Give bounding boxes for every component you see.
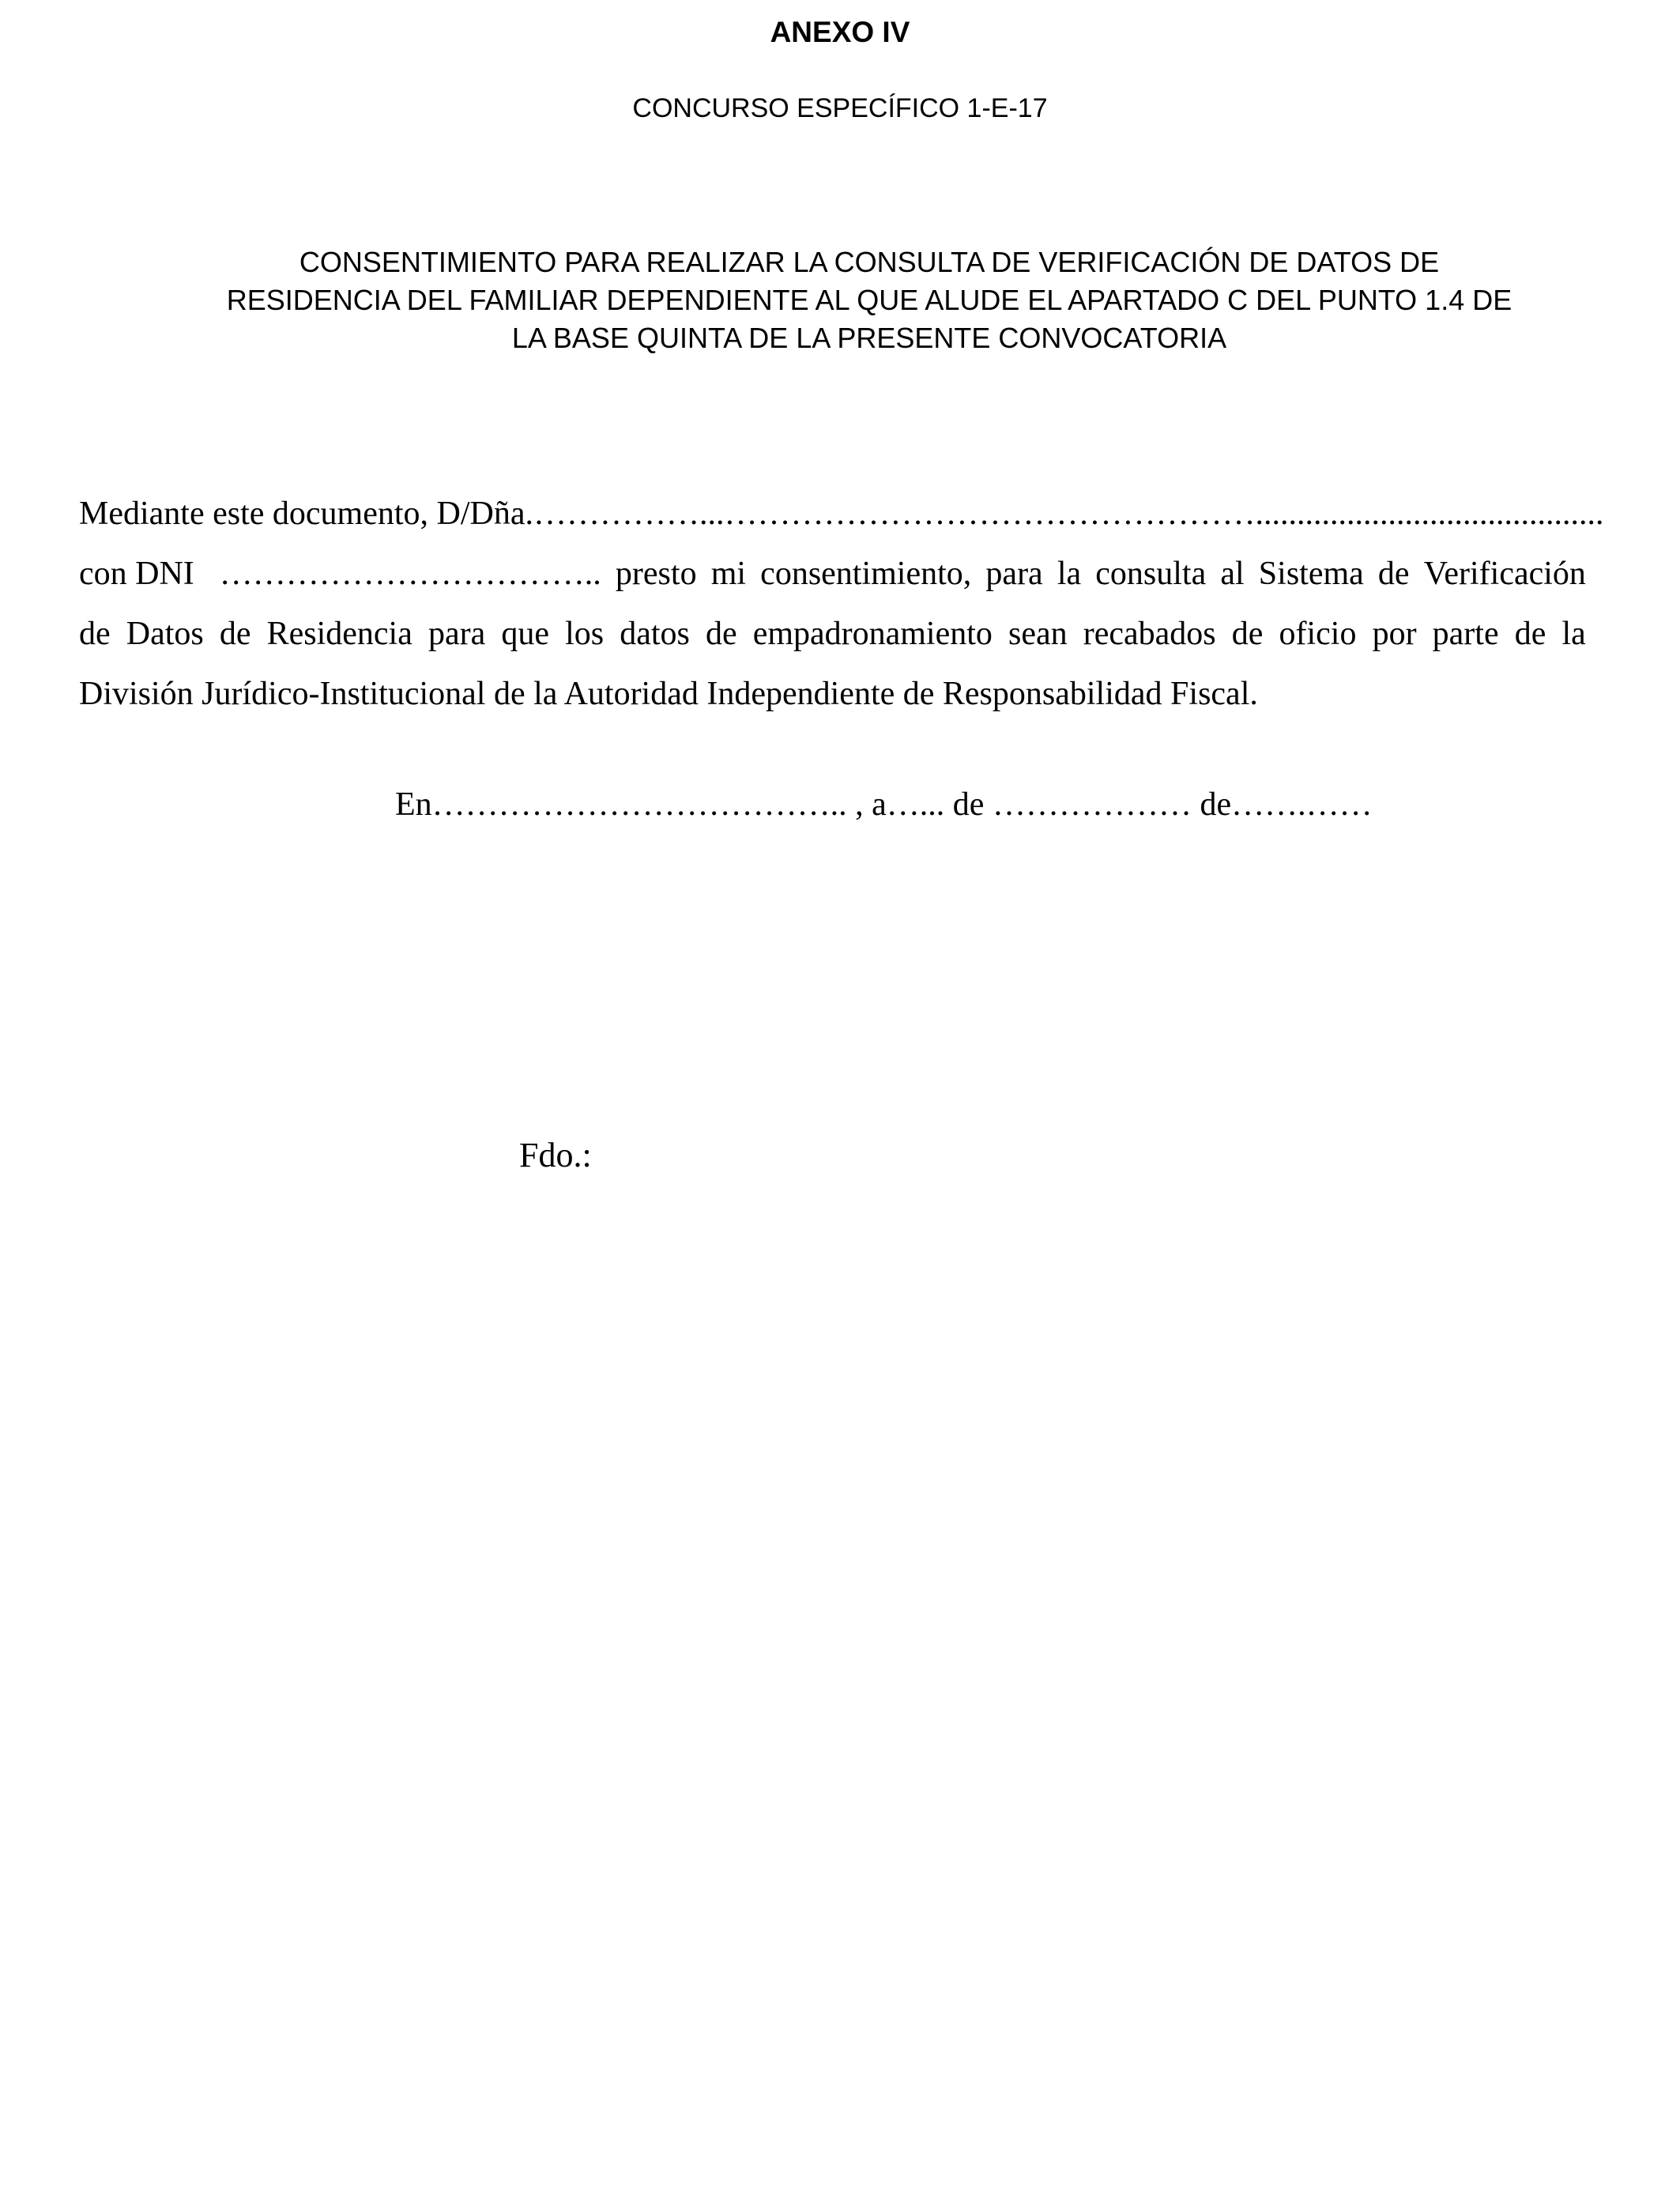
- heading-line-2: RESIDENCIA DEL FAMILIAR DEPENDIENTE AL QUE ALUDE EL APARTADO C DEL PUNTO 1.4 DE: [226, 284, 1512, 316]
- dni-rest: [220, 544, 1586, 604]
- consent-heading: [142, 243, 1596, 357]
- body-word: consentimiento,: [760, 556, 972, 592]
- dni-line: [79, 544, 1586, 604]
- residence-line: [79, 604, 1586, 664]
- body-word: Datos: [126, 616, 204, 652]
- annex-title: ANEXO IV: [770, 16, 910, 48]
- contest-code: CONCURSO ESPECÍFICO 1-E-17: [632, 93, 1048, 123]
- body-word: Residencia: [266, 616, 412, 652]
- body-word: mi: [710, 556, 747, 592]
- name-line: Mediante este documento, D/Dña.……………...…………………………………………..........................................: [79, 496, 1604, 532]
- body-word: datos: [620, 616, 690, 652]
- body-word: empadronamiento: [752, 616, 993, 652]
- consent-body: [79, 484, 1604, 724]
- body-word: Verificación: [1423, 556, 1586, 592]
- body-word: presto: [615, 556, 697, 592]
- body-word: los: [565, 616, 605, 652]
- place-date-line: En……………………………….. , a…... de ……………… de…….……: [395, 786, 1373, 823]
- heading-line-1: CONSENTIMIENTO PARA REALIZAR LA CONSULTA DE VERIFICACIÓN DE DATOS DE: [299, 246, 1440, 278]
- body-word: que: [501, 616, 549, 652]
- body-word: de: [705, 616, 737, 652]
- body-word: de: [1377, 556, 1410, 592]
- body-word: Sistema: [1258, 556, 1364, 592]
- body-word: la: [1561, 616, 1586, 652]
- body-word: oficio: [1279, 616, 1357, 652]
- body-word: para: [428, 616, 486, 652]
- body-word: por: [1372, 616, 1417, 652]
- heading-line-3: LA BASE QUINTA DE LA PRESENTE CONVOCATORIA: [511, 322, 1227, 354]
- body-word: de: [1231, 616, 1264, 652]
- body-word: recabados: [1083, 616, 1216, 652]
- body-word: de: [1514, 616, 1546, 652]
- body-word: para: [985, 556, 1043, 592]
- body-word: consulta: [1095, 556, 1207, 592]
- body-word: parte: [1432, 616, 1499, 652]
- body-word: de: [79, 616, 111, 652]
- body-word: de: [219, 616, 251, 652]
- signature-label: Fdo.:: [519, 1136, 592, 1174]
- body-word: al: [1220, 556, 1245, 592]
- dni-dots: ……………………………..: [219, 556, 601, 592]
- body-word: la: [1057, 556, 1082, 592]
- body-word: sean: [1008, 616, 1068, 652]
- division-line: División Jurídico-Institucional de la Autoridad Independiente de Responsabilidad Fiscal.: [79, 676, 1258, 712]
- dni-label: con DNI: [79, 556, 194, 592]
